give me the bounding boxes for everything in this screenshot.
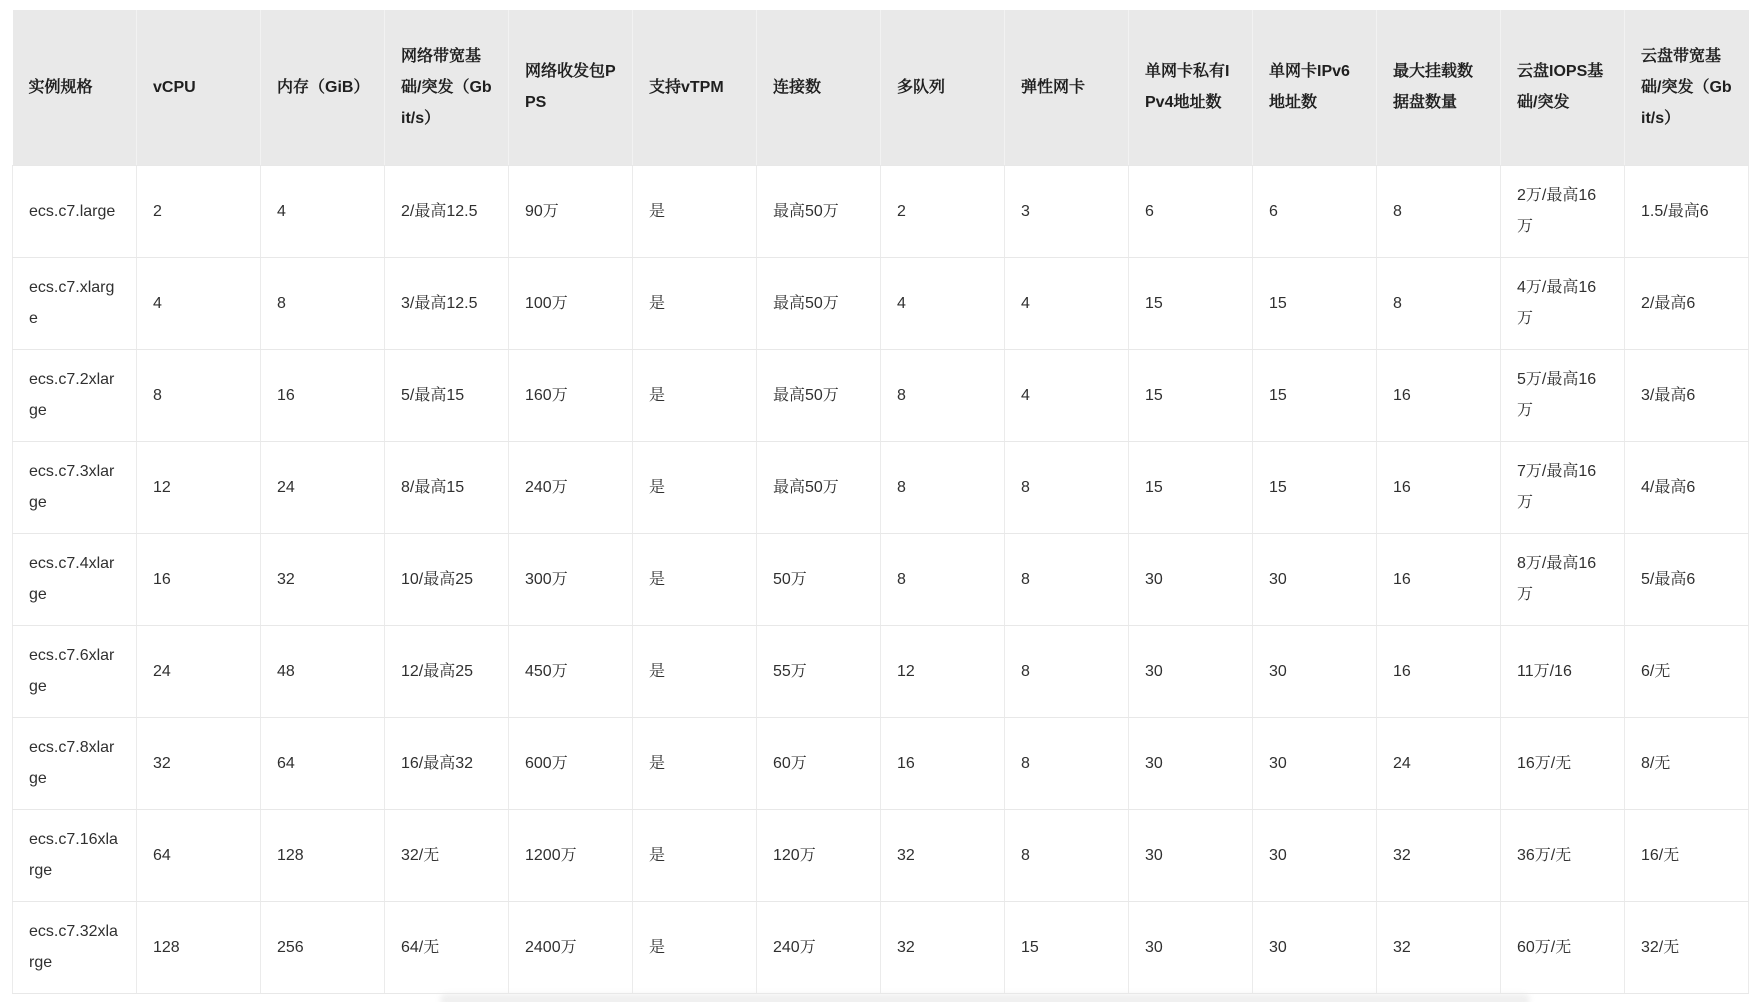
table-cell: 5万/最高16万 (1501, 349, 1625, 441)
table-cell: 55万 (757, 625, 881, 717)
table-cell: 1.5/最高6 (1625, 165, 1749, 257)
table-cell: 24 (137, 625, 261, 717)
column-header: 云盘IOPS基础/突发 (1501, 10, 1625, 165)
table-cell: 32 (1377, 809, 1501, 901)
table-cell: 3/最高12.5 (385, 257, 509, 349)
column-header: 实例规格 (13, 10, 137, 165)
column-header: 网络带宽基础/突发（Gbit/s） (385, 10, 509, 165)
table-cell: 4 (1005, 257, 1129, 349)
table-cell: 8 (1005, 625, 1129, 717)
table-cell: 16 (881, 717, 1005, 809)
table-cell: 2400万 (509, 901, 633, 993)
table-cell: 32 (261, 533, 385, 625)
table-cell: 16 (1377, 441, 1501, 533)
table-cell: 30 (1253, 717, 1377, 809)
table-cell: 15 (1253, 441, 1377, 533)
table-cell: 8 (1377, 165, 1501, 257)
table-cell: 8 (261, 257, 385, 349)
table-cell: 12 (137, 441, 261, 533)
table-cell: 160万 (509, 349, 633, 441)
instance-type-cell: ecs.c7.large (13, 165, 137, 257)
table-row (13, 349, 1749, 441)
table-cell: 8 (1005, 441, 1129, 533)
table-row (13, 901, 1749, 993)
table-cell: 8 (1377, 257, 1501, 349)
table-cell: 32/无 (385, 809, 509, 901)
horizontal-scrollbar[interactable] (440, 994, 1530, 1002)
table-cell: 4 (881, 257, 1005, 349)
table-row (13, 257, 1749, 349)
table-cell: 16万/无 (1501, 717, 1625, 809)
table-cell: 600万 (509, 717, 633, 809)
table-header-row (13, 10, 1749, 165)
table-cell: 15 (1129, 441, 1253, 533)
table-cell: 30 (1253, 901, 1377, 993)
table-cell: 8 (881, 533, 1005, 625)
instance-type-cell: ecs.c7.4xlarge (13, 533, 137, 625)
table-cell: 4 (1005, 349, 1129, 441)
table-cell: 64 (137, 809, 261, 901)
table-cell: 30 (1129, 533, 1253, 625)
table-cell: 2/最高6 (1625, 257, 1749, 349)
table-cell: 8/最高15 (385, 441, 509, 533)
table-cell: 32 (137, 717, 261, 809)
table-cell: 16 (1377, 349, 1501, 441)
table-cell: 8 (137, 349, 261, 441)
table-row (13, 717, 1749, 809)
table-cell: 30 (1129, 809, 1253, 901)
table-cell: 450万 (509, 625, 633, 717)
instance-type-cell: ecs.c7.32xlarge (13, 901, 137, 993)
table-cell: 3/最高6 (1625, 349, 1749, 441)
table-cell: 最高50万 (757, 165, 881, 257)
table-row (13, 441, 1749, 533)
table-cell: 是 (633, 809, 757, 901)
table-cell: 120万 (757, 809, 881, 901)
table-cell: 300万 (509, 533, 633, 625)
table-cell: 240万 (757, 901, 881, 993)
table-cell: 64/无 (385, 901, 509, 993)
column-header: 弹性网卡 (1005, 10, 1129, 165)
table-cell: 15 (1129, 349, 1253, 441)
table-cell: 60万 (757, 717, 881, 809)
table-cell: 8 (1005, 809, 1129, 901)
table-cell: 8 (881, 349, 1005, 441)
column-header: 最大挂载数据盘数量 (1377, 10, 1501, 165)
table-cell: 2 (137, 165, 261, 257)
table-cell: 最高50万 (757, 349, 881, 441)
column-header: 单网卡私有IPv4地址数 (1129, 10, 1253, 165)
table-cell: 3 (1005, 165, 1129, 257)
table-cell: 6 (1253, 165, 1377, 257)
instance-type-cell: ecs.c7.6xlarge (13, 625, 137, 717)
table-cell: 16 (137, 533, 261, 625)
table-cell: 5/最高15 (385, 349, 509, 441)
table-cell: 15 (1253, 349, 1377, 441)
instance-type-cell: ecs.c7.xlarge (13, 257, 137, 349)
instance-spec-table (12, 10, 1749, 994)
table-cell: 30 (1253, 625, 1377, 717)
table-cell: 30 (1129, 901, 1253, 993)
table-cell: 16 (1377, 625, 1501, 717)
table-cell: 12/最高25 (385, 625, 509, 717)
table-cell: 最高50万 (757, 257, 881, 349)
column-header: 内存（GiB） (261, 10, 385, 165)
table-cell: 24 (261, 441, 385, 533)
table-cell: 2 (881, 165, 1005, 257)
column-header: 云盘带宽基础/突发（Gbit/s） (1625, 10, 1749, 165)
table-cell: 最高50万 (757, 441, 881, 533)
table-cell: 15 (1005, 901, 1129, 993)
table-cell: 48 (261, 625, 385, 717)
table-cell: 1200万 (509, 809, 633, 901)
table-cell: 7万/最高16万 (1501, 441, 1625, 533)
table-cell: 128 (261, 809, 385, 901)
table-cell: 16 (1377, 533, 1501, 625)
table-cell: 是 (633, 901, 757, 993)
table-cell: 100万 (509, 257, 633, 349)
column-header: vCPU (137, 10, 261, 165)
table-cell: 30 (1129, 625, 1253, 717)
table-cell: 15 (1129, 257, 1253, 349)
table-cell: 10/最高25 (385, 533, 509, 625)
table-cell: 32 (881, 809, 1005, 901)
table-cell: 2万/最高16万 (1501, 165, 1625, 257)
table-row (13, 533, 1749, 625)
table-cell: 16/无 (1625, 809, 1749, 901)
table-cell: 6 (1129, 165, 1253, 257)
table-cell: 128 (137, 901, 261, 993)
table-cell: 8 (1005, 717, 1129, 809)
table-cell: 50万 (757, 533, 881, 625)
table-header (13, 10, 1749, 165)
table-cell: 90万 (509, 165, 633, 257)
table-row (13, 165, 1749, 257)
table-cell: 30 (1253, 809, 1377, 901)
table-cell: 4万/最高16万 (1501, 257, 1625, 349)
table-cell: 30 (1129, 717, 1253, 809)
instance-type-cell: ecs.c7.16xlarge (13, 809, 137, 901)
column-header: 网络收发包PPS (509, 10, 633, 165)
table-cell: 是 (633, 257, 757, 349)
table-cell: 15 (1253, 257, 1377, 349)
table-row (13, 625, 1749, 717)
table-cell: 16/最高32 (385, 717, 509, 809)
table-cell: 8万/最高16万 (1501, 533, 1625, 625)
table-cell: 是 (633, 165, 757, 257)
table-cell: 是 (633, 533, 757, 625)
table-cell: 4 (137, 257, 261, 349)
instance-type-cell: ecs.c7.3xlarge (13, 441, 137, 533)
table-cell: 8 (1005, 533, 1129, 625)
table-cell: 是 (633, 717, 757, 809)
table-cell: 32 (881, 901, 1005, 993)
table-cell: 是 (633, 441, 757, 533)
table-cell: 36万/无 (1501, 809, 1625, 901)
column-header: 支持vTPM (633, 10, 757, 165)
table-cell: 30 (1253, 533, 1377, 625)
table-cell: 是 (633, 625, 757, 717)
table-body (13, 165, 1749, 993)
table-cell: 32/无 (1625, 901, 1749, 993)
table-cell: 240万 (509, 441, 633, 533)
table-cell: 60万/无 (1501, 901, 1625, 993)
table-cell: 4 (261, 165, 385, 257)
table-cell: 8/无 (1625, 717, 1749, 809)
table-row (13, 809, 1749, 901)
table-cell: 是 (633, 349, 757, 441)
table-cell: 5/最高6 (1625, 533, 1749, 625)
column-header: 单网卡IPv6地址数 (1253, 10, 1377, 165)
instance-type-cell: ecs.c7.2xlarge (13, 349, 137, 441)
table-cell: 16 (261, 349, 385, 441)
table-cell: 11万/16 (1501, 625, 1625, 717)
column-header: 连接数 (757, 10, 881, 165)
table-cell: 4/最高6 (1625, 441, 1749, 533)
table-cell: 24 (1377, 717, 1501, 809)
instance-type-cell: ecs.c7.8xlarge (13, 717, 137, 809)
table-cell: 32 (1377, 901, 1501, 993)
table-cell: 64 (261, 717, 385, 809)
table-cell: 256 (261, 901, 385, 993)
table-cell: 6/无 (1625, 625, 1749, 717)
table-cell: 12 (881, 625, 1005, 717)
column-header: 多队列 (881, 10, 1005, 165)
table-cell: 8 (881, 441, 1005, 533)
table-cell: 2/最高12.5 (385, 165, 509, 257)
